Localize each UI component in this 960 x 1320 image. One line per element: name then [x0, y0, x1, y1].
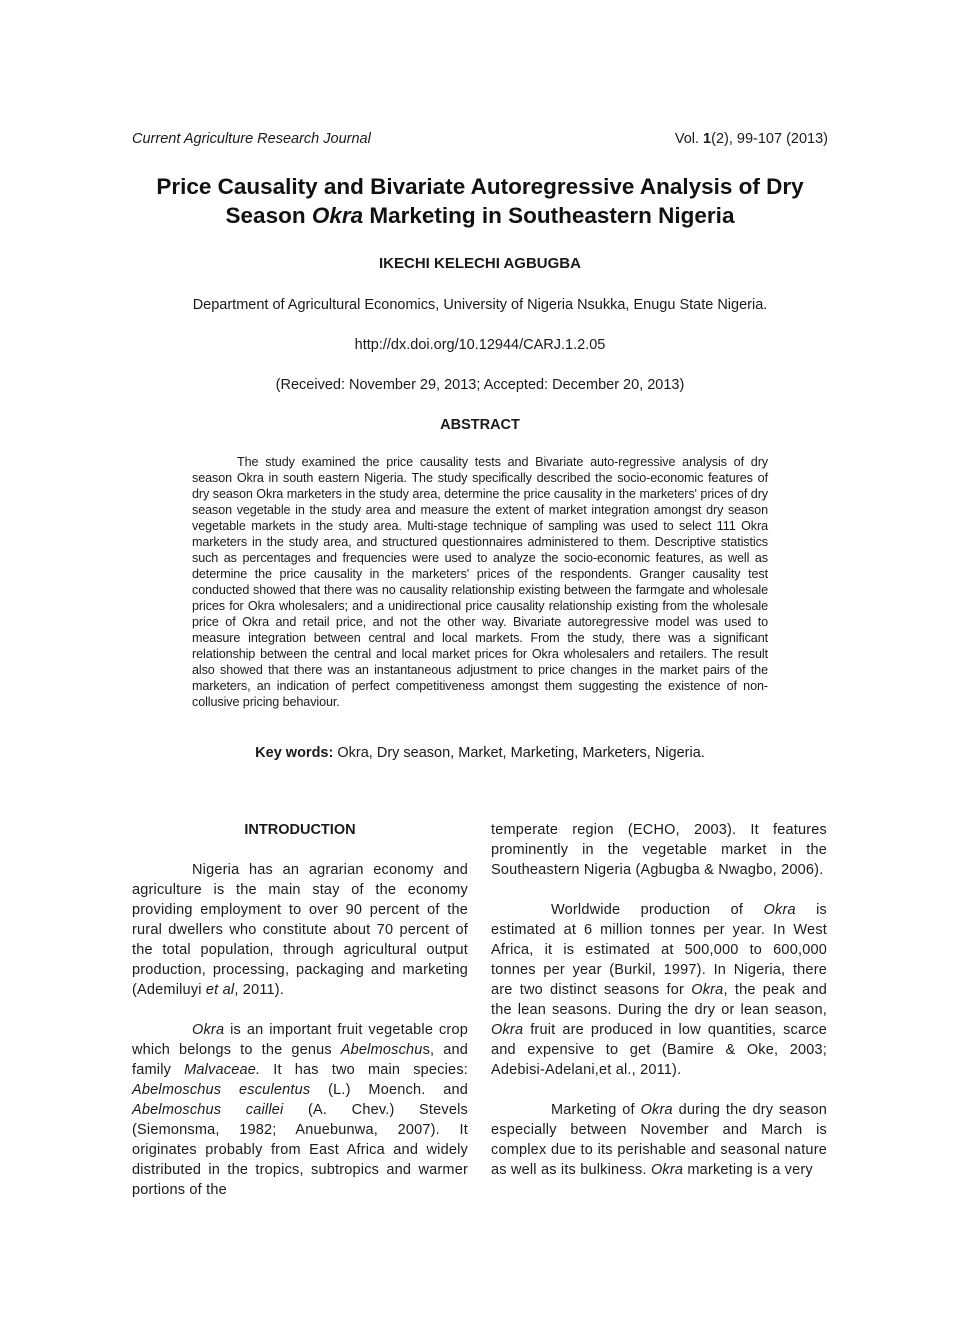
italic-term: Okra [763, 902, 796, 918]
title-line-2 [120, 201, 840, 230]
paragraph-text: is estimated at 6 million tonnes per year. In West Africa, it is estimated at 500,000 to 600,000 tonnes per year (Burkil, 1997). In Nigeria, there are two distinct seasons for [491, 902, 827, 998]
journal-name: Current Agriculture Research Journal [132, 131, 371, 147]
paragraph-text: marketing is a very [683, 1162, 813, 1178]
body-paragraph [491, 900, 827, 1080]
section-heading-introduction: INTRODUCTION [244, 822, 356, 838]
keywords [120, 743, 840, 763]
italic-term: Abelmoschus esculentus [132, 1082, 311, 1098]
italic-term: Okra [691, 982, 724, 998]
paragraph-text: (L.) Moench. and [310, 1082, 469, 1098]
volume-issue-pages: (2), 99-107 (2013) [711, 131, 828, 147]
paragraph-text: Marketing of [551, 1102, 641, 1118]
italic-term: Abelmoschu [340, 1042, 423, 1058]
paragraph-text: s, and family [132, 1042, 468, 1078]
title-text: Marketing in Southeastern Nigeria [363, 203, 735, 228]
body-paragraph [132, 1020, 468, 1200]
paragraph-text: , the peak and the lean seasons. During the dry or lean season, [491, 982, 827, 1018]
volume-number: 1 [703, 131, 712, 147]
doi-link[interactable]: http://dx.doi.org/10.12944/CARJ.1.2.05 [354, 337, 606, 353]
volume-prefix: Vol. [674, 131, 704, 147]
author-name: IKECHI KELECHI AGBUGBA [379, 255, 581, 272]
italic-term: Malvaceae. [184, 1062, 261, 1078]
italic-term: Okra [491, 1022, 524, 1038]
left-column [132, 820, 468, 1220]
paragraph-text: Nigeria has an agrarian economy and agriculture is the main stay of the economy providing employment to over 90 percent of the rural dwellers who constitute about 70 percent of the total population, through agricultural output production, processing, packaging and marketing (Ademiluyi [132, 862, 468, 998]
italic-term: et al [205, 982, 235, 998]
title-italic-term: Okra [311, 203, 364, 228]
paragraph-text: , 2011). [234, 982, 285, 998]
body-paragraph [491, 820, 827, 880]
paragraph-text: during the dry season especially between November and March is complex due to its perishable and seasonal nature as well as its bulkiness. [491, 1102, 827, 1178]
paragraph-text: fruit are produced in low quantities, scarce and expensive to get (Bamire & Oke, 2003; Adebisi-Adelani,et al., 2011). [491, 1022, 827, 1078]
paragraph-text: It has two main species: [260, 1062, 468, 1078]
paragraph-text: Worldwide production of [551, 902, 764, 918]
body-paragraph [132, 860, 468, 1000]
abstract-body: The study examined the price causality tests and Bivariate auto-regressive analysis of dry season Okra in south eastern Nigeria. The study specifically described the socio-economic features of dry season Okra marketers in the study area, determine the price causality in the marketers' prices of dry season vegetable in the study area and measure the extent of market integration amongst dry season vegetable markets in the study area. Multi-stage technique of sampling was used to select 111 Okra marketers in the study area, and structured questionnaires administered to them. Descriptive statistics such as percentages and frequencies were used to analyze the socio-economic features, as well as determine the price causality in the marketers' prices of the respondents. Granger causality test conducted showed that there was no causality relationship existing between the farmgate and wholesale prices for Okra wholesalers; and a unidirectional price causality relationship existing from the wholesale price of Okra and retail price, and not the other way. Bivariate autoregressive model was used to measure integration between central and local markets. From the study, there was a significant relationship between the central and local market prices for Okra wholesalers and retailers. The result also showed that there was an instantaneous adjustment to price changes in the market pairs of the marketers, an indication of perfect competitiveness amongst them suggesting the existence of non-collusive pricing behaviour. [192, 455, 768, 709]
paper-title [120, 172, 840, 230]
title-text: Season [225, 203, 312, 228]
paragraph-text: is an important fruit vegetable crop which belongs to the genus [132, 1022, 468, 1058]
keywords-value: Okra, Dry season, Market, Marketing, Marketers, Nigeria. [333, 745, 705, 761]
italic-term: Okra [650, 1162, 684, 1178]
running-header [132, 129, 828, 149]
volume-info [675, 129, 828, 149]
keywords-label: Key words: [255, 745, 334, 761]
italic-term: Okra [192, 1022, 225, 1038]
right-column [491, 820, 827, 1200]
right-column-paragraphs [491, 820, 827, 1180]
title-line-1: Price Causality and Bivariate Autoregressive Analysis of Dry [156, 174, 804, 199]
author-affiliation: Department of Agricultural Economics, University of Nigeria Nsukka, Enugu State Nigeria. [192, 297, 768, 313]
left-column-paragraphs [132, 860, 468, 1200]
paragraph-text: temperate region (ECHO, 2003). It features prominently in the vegetable market in the Southeastern Nigeria (Agbugba & Nwagbo, 2006). [491, 822, 827, 878]
abstract-heading: ABSTRACT [440, 417, 520, 433]
italic-term: Okra [640, 1102, 673, 1118]
italic-term: Abelmoschus caillei [132, 1102, 284, 1118]
paragraph-text: (A. Chev.) Stevels (Siemonsma, 1982; Anuebunwa, 2007). It originates probably from East Africa and widely distributed in the tropics, subtropics and warmer portions of the [132, 1102, 468, 1198]
received-accepted-dates: (Received: November 29, 2013; Accepted: December 20, 2013) [275, 377, 685, 393]
body-paragraph [491, 1100, 827, 1180]
